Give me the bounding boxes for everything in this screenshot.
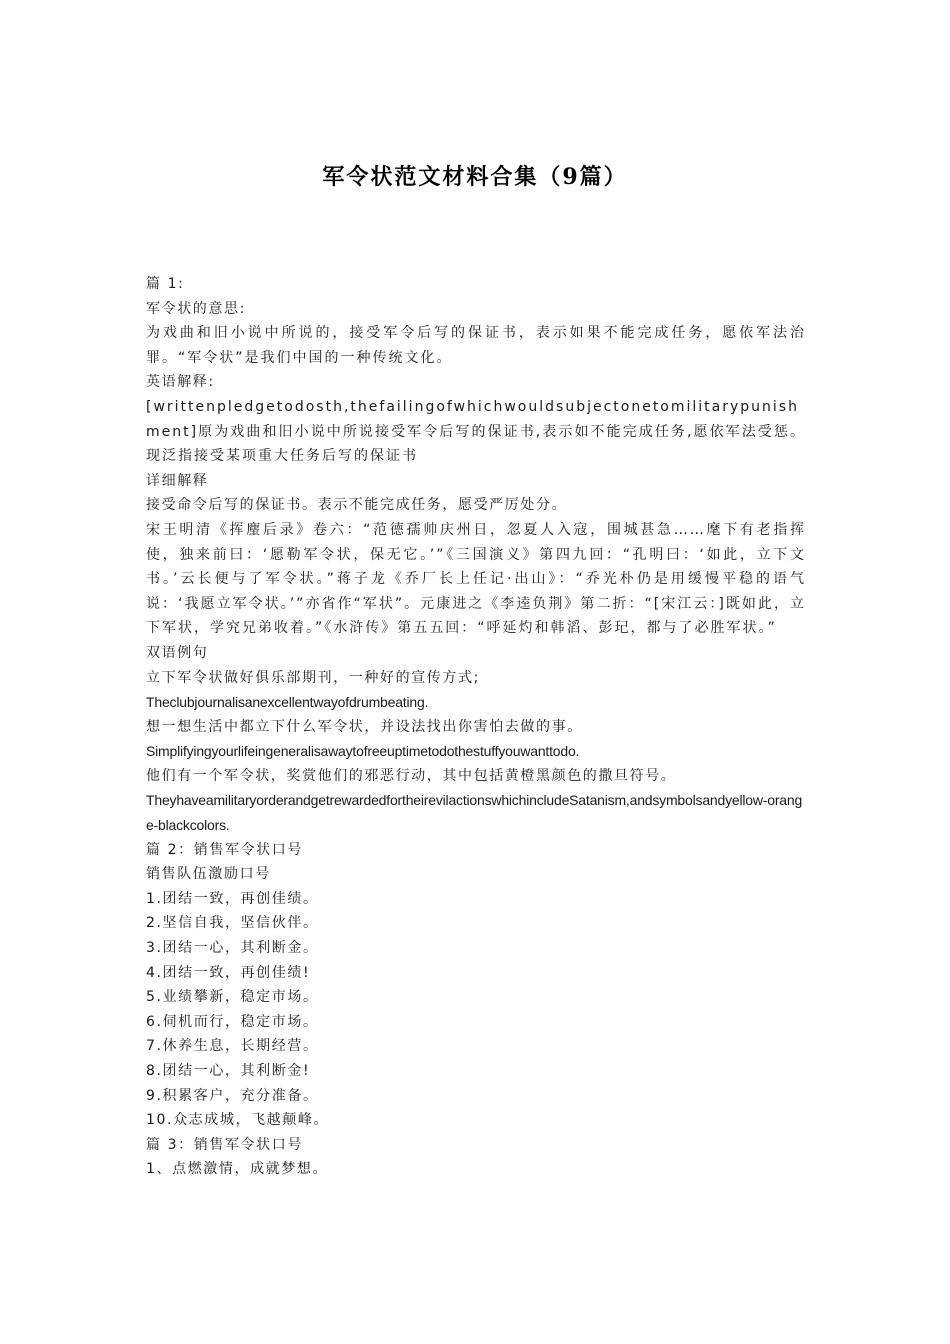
document-body	[146, 272, 806, 1182]
example-en: Theclubjournalisanexcellentwayofdrumbeating.	[146, 694, 429, 711]
page-title: 军令状范文材料合集（9篇）	[322, 164, 628, 190]
list-item: 6.伺机而行，稳定市场。	[146, 1013, 319, 1030]
bilingual-label: 双语例句	[146, 644, 209, 661]
list-item: 8.团结一心，其利断金!	[146, 1063, 311, 1079]
list-item: 10.众志成城，飞越颠峰。	[146, 1112, 330, 1129]
example-zh: 立下军令状做好俱乐部期刊，一种好的宣传方式;	[146, 669, 480, 686]
example-en: TheyhaveamilitaryorderandgetrewardedfortheirevilactionswhichincludeSatanism,andsymbolsandyellow-orange-blackcolors.	[146, 792, 803, 834]
list-item: 1、点燃激情，成就梦想。	[146, 1161, 329, 1178]
list-item: 9.积累客户，充分准备。	[146, 1087, 319, 1104]
example-en: Simplifyingyourlifeingeneralisawaytofreeuptimetodothestuffyouwanttodo.	[146, 743, 580, 760]
example-zh: 他们有一个军令状，奖赏他们的邪恶行动，其中包括黄橙黑颜色的撒旦符号。	[146, 767, 677, 784]
list-item: 7.休养生息，长期经营。	[146, 1038, 319, 1055]
section2-subheading: 销售队伍激励口号	[146, 866, 271, 883]
list-item: 5.业绩攀新，稳定市场。	[146, 989, 319, 1006]
list-item: 2.坚信自我，坚信伙伴。	[146, 915, 319, 932]
list-item: 1.团结一致，再创佳绩。	[146, 890, 319, 907]
detail-text: 接受命令后写的保证书。表示不能完成任务，愿受严厉处分。	[146, 497, 568, 514]
section1-heading: 篇 1:	[146, 276, 185, 292]
english-label: 英语解释:	[146, 374, 215, 391]
section3-heading: 篇 3：销售军令状口号	[146, 1136, 303, 1153]
list-item: 3.团结一心，其利断金。	[146, 940, 319, 957]
english-text: [writtenpledgetodosth,thefailingofwhichwouldsubjectonetomilitarypunishment]原为戏曲和旧小说中所说接受军令后写的保证书,表示如不能完成任务,愿依军法受惩。现泛指接受某项重大任务后写的保证书	[146, 398, 806, 465]
meaning-text: 为戏曲和旧小说中所说的，接受军令后写的保证书，表示如果不能完成任务，愿依军法治罪。“军令状”是我们中国的一种传统文化。	[146, 325, 806, 366]
example-zh: 想一想生活中都立下什么军令状，并设法找出你害怕去做的事。	[146, 718, 583, 735]
section2-heading: 篇 2：销售军令状口号	[146, 841, 303, 858]
list-item: 4.团结一致，再创佳绩!	[146, 964, 311, 981]
detail-label: 详细解释	[146, 472, 209, 489]
meaning-label: 军令状的意思:	[146, 300, 246, 317]
quote-text: 宋王明清《挥麈后录》卷六：“范德孺帅庆州日，忽夏人入寇，围城甚急……麾下有老指挥使，独来前曰：‘愿勒军令状，保无它。’”《三国演义》第四九回：“孔明曰：‘如此，立下文书。’云长便与了军令状。”蒋子龙《乔厂长上任记·出山》：“乔光朴仍是用缓慢平稳的语气说：‘我愿立军令状。’”亦省作“军状”。元康进之《李逵负荆》第二折：“[宋江云：]既如此，立下军状，学究兄弟收着。”《水浒传》第五五回：“呼延灼和韩滔、彭玘，都与了必胜军状。”	[146, 521, 806, 637]
